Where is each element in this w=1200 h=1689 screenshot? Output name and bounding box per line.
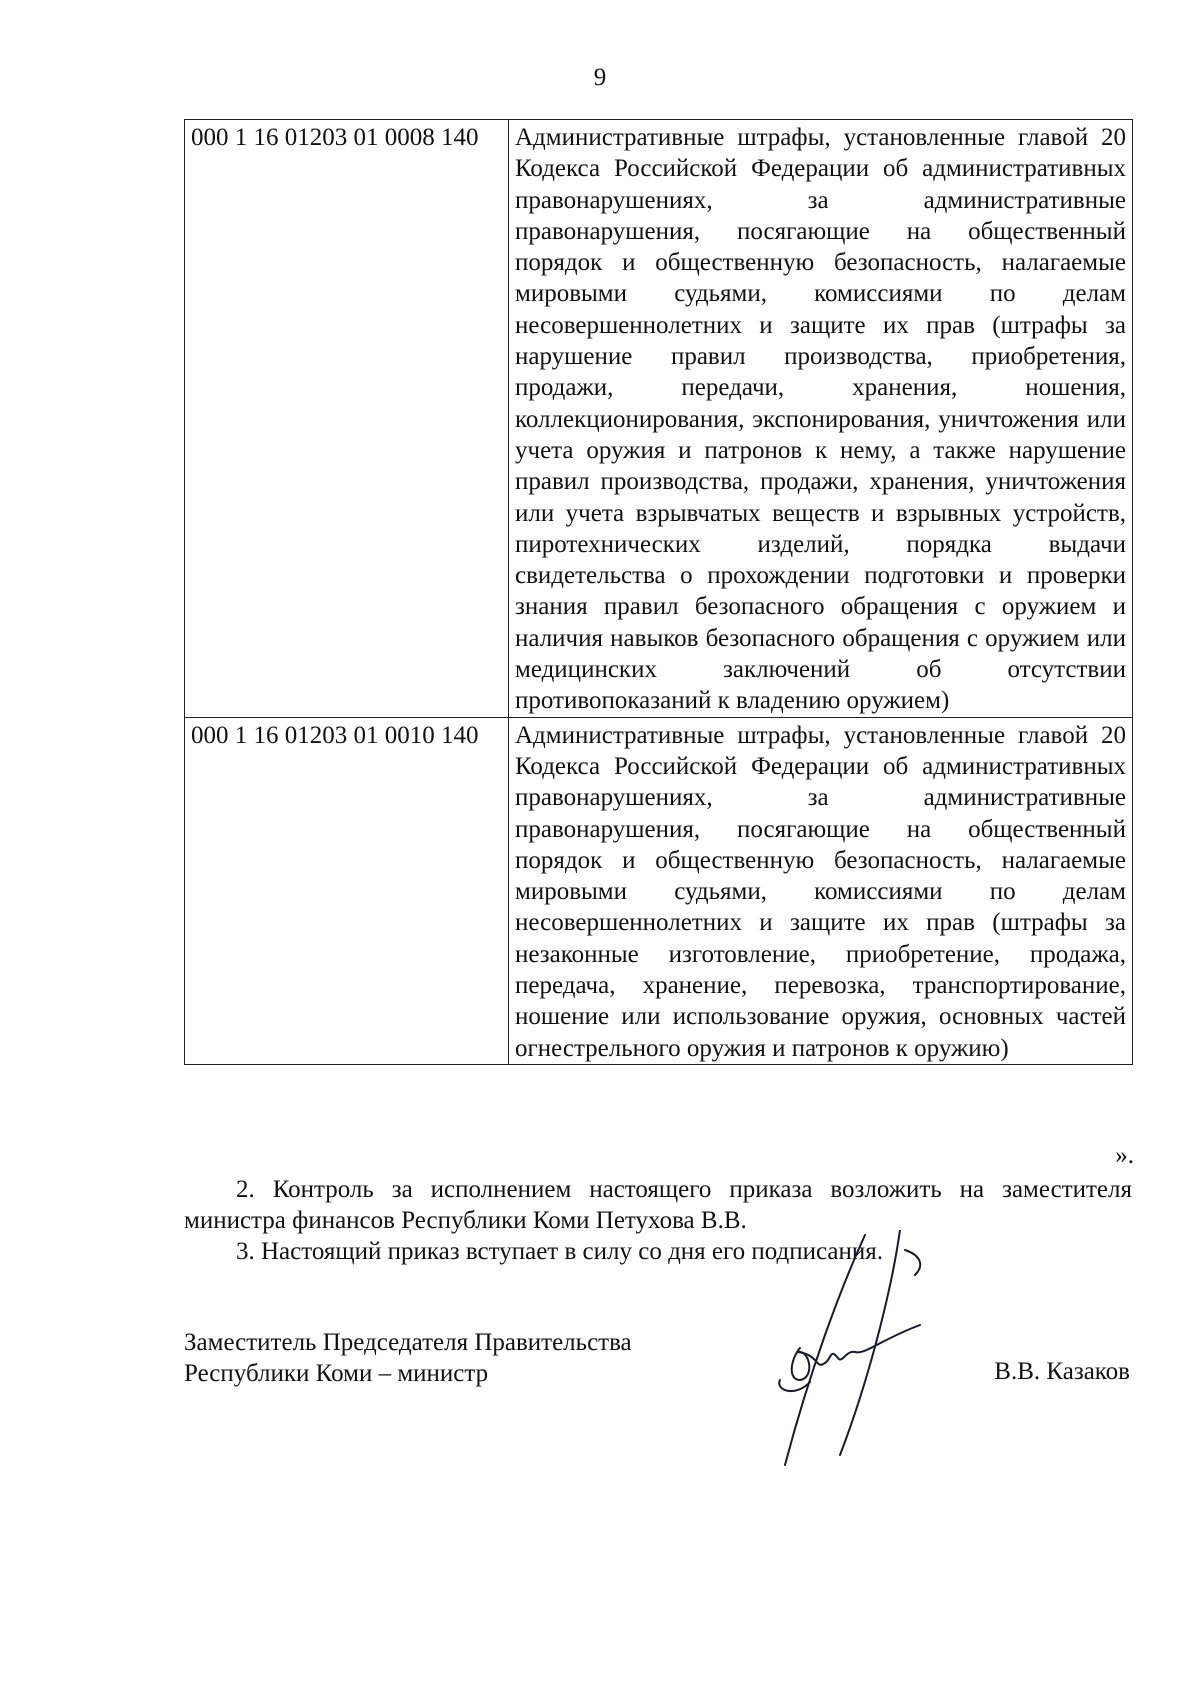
table-row <box>185 717 1133 1064</box>
code-description: Административные штрафы, установленные главой 20 Кодекса Российской Федерации об административных правонарушениях, за административные правонарушения, посягающие на общественный порядок и общественную безопасность, налагаемые мировыми судьями, комиссиями по делам несовершеннолетних и защите их прав (штрафы за нарушение правил производства, приобретения, продажи, передачи, хранения, ношения, коллекционирования, экспонирования, уничтожения или учета оружия и патронов к нему, а также нарушение правил производства, продажи, хранения, уничтожения или учета взрывчатых веществ и взрывных устройств, пиротехнических изделий, порядка выдачи свидетельства о прохождении подготовки и проверки знания правил безопасного обращения с оружием и наличия навыков безопасного обращения с оружием или медицинских заключений об отсутствии противопоказаний к владению оружием) <box>509 120 1133 718</box>
signatory-title-line: Заместитель Председателя Правительства <box>184 1329 632 1356</box>
signatory-title-line: Республики Коми – министр <box>184 1360 489 1387</box>
classification-code: 000 1 16 01203 01 0010 140 <box>185 717 509 1064</box>
signatory-title <box>184 1327 632 1389</box>
handwritten-signature-icon <box>770 1230 970 1470</box>
table-row <box>185 120 1133 718</box>
closing-quote: ». <box>1115 1142 1134 1169</box>
code-description: Административные штрафы, установленные главой 20 Кодекса Российской Федерации об административных правонарушениях, за административные правонарушения, посягающие на общественный порядок и общественную безопасность, налагаемые мировыми судьями, комиссиями по делам несовершеннолетних и защите их прав (штрафы за незаконные изготовление, приобретение, продажа, передача, хранение, перевозка, транспортирование, ношение или использование оружия, основных частей огнестрельного оружия и патронов к оружию) <box>509 717 1133 1064</box>
classification-code: 000 1 16 01203 01 0008 140 <box>185 120 509 718</box>
signatory-name: В.В. Казаков <box>994 1358 1130 1385</box>
page-number: 9 <box>593 64 607 91</box>
budget-codes-table <box>184 119 1133 1065</box>
paragraph-2: 2. Контроль за исполнением настоящего приказа возложить на заместителя министра финансов Республики Коми Петухова В.В. <box>184 1176 1132 1234</box>
paragraph-3: 3. Настоящий приказ вступает в силу со дня его подписания. <box>236 1238 884 1265</box>
